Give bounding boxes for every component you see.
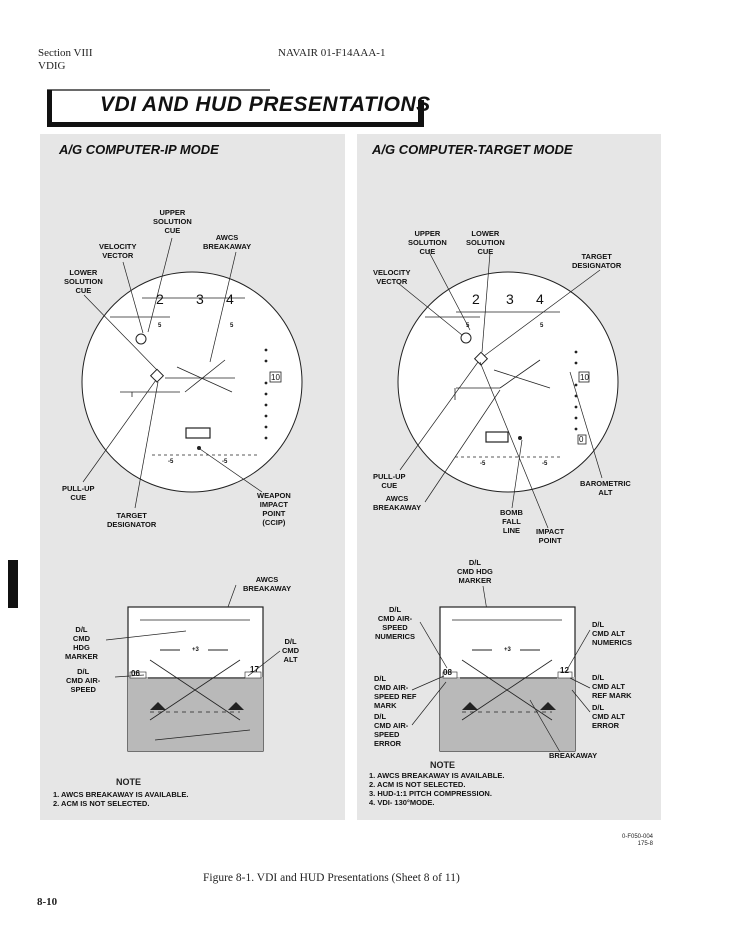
left-hud-display (106, 607, 280, 751)
right-lower-solution-cue-label: LOWER SOLUTION CUE (466, 229, 505, 256)
figure-caption: Figure 8-1. VDI and HUD Presentations (Sheet 8 of 11) (203, 872, 460, 884)
left-hud-speed: 06 (131, 669, 140, 678)
right-hud-ground (440, 677, 575, 751)
left-heading-2: 2 (156, 291, 164, 307)
left-heading-4: 4 (226, 291, 234, 307)
left-vdi-circle (82, 272, 302, 492)
right-heading-2: 2 (472, 291, 480, 307)
right-heading-3: 3 (506, 291, 514, 307)
right-note-3: 3. HUD-1:1 PITCH COMPRESSION. (369, 789, 492, 798)
left-velocity-vector-label: VELOCITY VECTOR (99, 242, 137, 260)
right-note-2: 2. ACM IS NOT SELECTED. (369, 780, 466, 789)
right-impact-point-icon (518, 436, 522, 440)
right-note-title: NOTE (430, 760, 456, 770)
right-note-1: 1. AWCS BREAKAWAY IS AVAILABLE. (369, 771, 505, 780)
section-label: Section VIII (38, 47, 93, 59)
right-bomb-fall-line-label: BOMB FALL LINE (500, 508, 523, 535)
left-pitch-neg5b: -5 (222, 459, 228, 465)
right-dl-cmd-alt-error-label: D/L CMD ALT ERROR (592, 703, 625, 730)
page-title: VDI AND HUD PRESENTATIONS (100, 93, 431, 116)
left-alt-box: 10 (271, 373, 280, 382)
figure-code: 0-F050-004 175-8 (622, 834, 654, 847)
right-barometric-alt-label: BAROMETRIC ALT (580, 479, 631, 497)
right-dl-cmd-airspeed-numerics-label: D/L CMD AIR- SPEED NUMERICS (375, 605, 416, 641)
left-note-2: 2. ACM IS NOT SELECTED. (53, 799, 150, 808)
right-target-designator-label: TARGET DESIGNATOR (572, 252, 622, 270)
right-panel-title: A/G COMPUTER-TARGET MODE (372, 142, 573, 157)
right-upper-solution-cue-label: UPPER SOLUTION CUE (408, 229, 447, 256)
right-pitch-5b: 5 (540, 323, 544, 329)
left-panel-title: A/G COMPUTER-IP MODE (59, 142, 219, 157)
right-dl-cmd-airspeed-ref-mark-label: D/L CMD AIR- SPEED REF MARK (374, 674, 417, 710)
left-lower-solution-cue-label: LOWER SOLUTION CUE (64, 268, 103, 295)
right-breakaway-label: BREAKAWAY (549, 751, 598, 760)
left-pull-up-cue-label: PULL-UP CUE (62, 484, 95, 502)
left-note-title: NOTE (116, 777, 142, 787)
left-pitch-5b: 5 (230, 323, 234, 329)
right-pull-up-cue-label: PULL-UP CUE (373, 472, 406, 490)
left-target-designator-label: TARGET DESIGNATOR (107, 511, 157, 529)
subsection-label: VDIG (38, 60, 66, 72)
right-dl-cmd-airspeed-error-label: D/L CMD AIR- SPEED ERROR (374, 712, 409, 748)
doc-id: NAVAIR 01-F14AAA-1 (278, 47, 386, 59)
left-hud-pitch: +3 (192, 647, 199, 653)
left-hud-ground (128, 677, 263, 751)
left-heading-3: 3 (196, 291, 204, 307)
right-pitch-neg5b: -5 (542, 461, 548, 467)
right-pitch-neg5a: -5 (480, 461, 486, 467)
left-dl-cmd-alt-label: D/L CMD ALT (282, 637, 300, 664)
right-velocity-vector-label: VELOCITY VECTOR (373, 268, 411, 286)
left-weapon-impact-point-label: WEAPON IMPACT POINT (CCIP) (257, 491, 291, 527)
right-note-4: 4. VDI- 130°MODE. (369, 798, 435, 807)
right-hud-display (412, 607, 590, 752)
right-baro-alt-box: 0 (579, 435, 584, 444)
right-dl-cmd-hdg-marker-label: D/L CMD HDG MARKER (457, 558, 493, 585)
left-dl-cmd-hdg-marker-label: D/L CMD HDG MARKER (65, 625, 98, 661)
left-awcs-breakaway-hud-label: AWCS BREAKAWAY (243, 575, 292, 593)
left-note-1: 1. AWCS BREAKAWAY IS AVAILABLE. (53, 790, 189, 799)
left-upper-solution-cue-label: UPPER SOLUTION CUE (153, 208, 192, 235)
right-impact-point-label: IMPACT POINT (536, 527, 565, 545)
right-dl-cmd-alt-ref-mark-label: D/L CMD ALT REF MARK (592, 673, 632, 700)
right-pitch-5a: 5 (466, 323, 470, 329)
right-heading-4: 4 (536, 291, 544, 307)
left-hud-alt: 17 (250, 665, 259, 674)
left-awcs-breakaway-label: AWCS BREAKAWAY (203, 233, 252, 251)
page-number: 8-10 (37, 896, 58, 908)
right-awcs-breakaway-label: AWCS BREAKAWAY (373, 494, 422, 512)
left-pitch-5a: 5 (158, 323, 162, 329)
right-alt-box: 10 (580, 373, 589, 382)
right-hud-pitch: +3 (504, 647, 511, 653)
left-pitch-neg5a: -5 (168, 459, 174, 465)
left-dl-cmd-airspeed-label: D/L CMD AIR- SPEED (66, 667, 101, 694)
right-dl-cmd-alt-numerics-label: D/L CMD ALT NUMERICS (592, 620, 633, 647)
right-hud-speed: 08 (443, 668, 452, 677)
right-hud-alt: 12 (560, 666, 569, 675)
